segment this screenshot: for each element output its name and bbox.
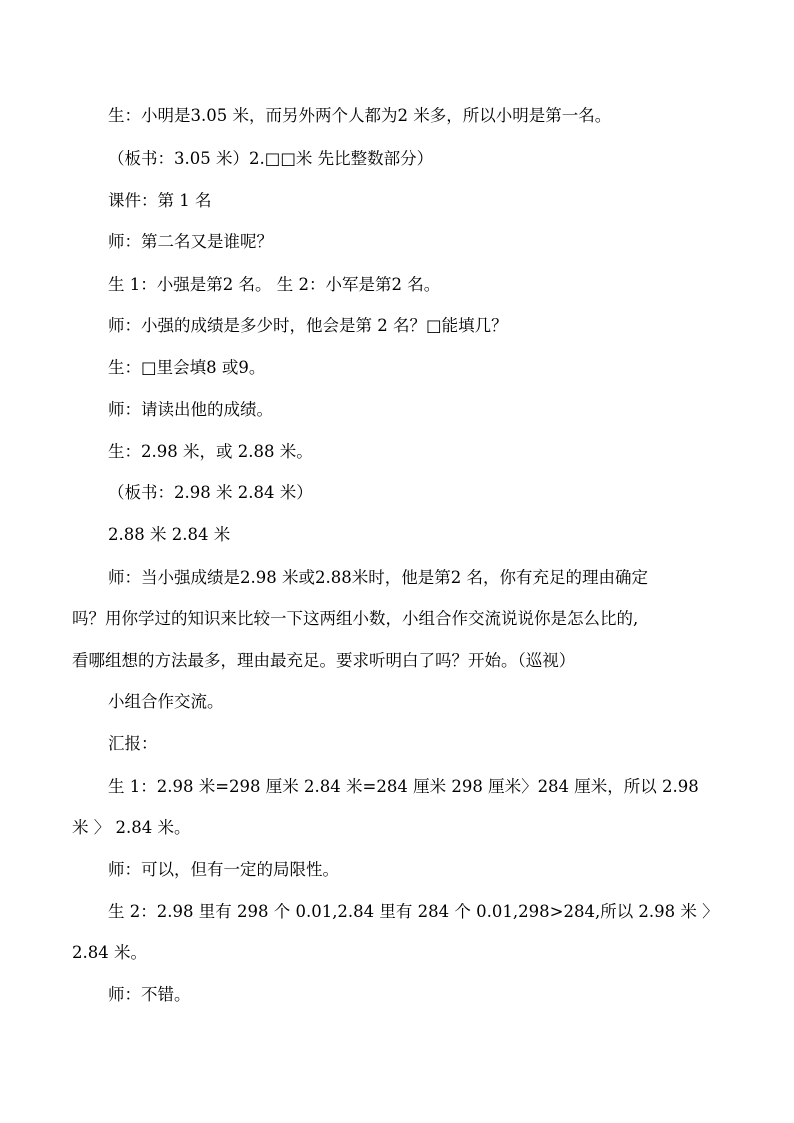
text-line: 小组合作交流。	[108, 692, 224, 711]
text-line: 生 1：小强是第2 名。 生 2：小军是第2 名。	[108, 275, 441, 294]
text-line: 米 〉 2.84 米。	[72, 818, 191, 837]
text-line: 2.88 米 2.84 米	[108, 525, 231, 544]
text-line: 生：□里会填8 或9。	[108, 358, 266, 377]
text-line: 师：小强的成绩是多少时，他会是第 2 名？□能填几？	[108, 316, 508, 335]
text-line: 生 2：2.98 里有 298 个 0.01,2.84 里有 284 个 0.01,298>284,所以 2.98 米 〉	[108, 902, 719, 921]
text-line: 师：第二名又是谁呢？	[108, 232, 273, 251]
text-line: 生 1：2.98 米=298 厘米 2.84 米=284 厘米 298 厘米〉284 厘米，所以 2.98	[108, 777, 699, 796]
text-line: 2.84 米。	[72, 943, 147, 962]
text-line: 吗？用你学过的知识来比较一下这两组小数，小组合作交流说说你是怎么比的,	[72, 609, 639, 628]
text-line: 课件：第 1 名	[108, 191, 212, 210]
text-line: （板书：3.05 米）2.□□米 先比整数部分）	[108, 149, 434, 168]
text-line: 师：不错。	[108, 985, 191, 1004]
text-line: （板书：2.98 米 2.84 米）	[108, 483, 313, 502]
text-line: 汇报：	[108, 734, 158, 753]
text-line: 师：当小强成绩是2.98 米或2.88米时，他是第2 名，你有充足的理由确定	[108, 568, 648, 587]
text-line: 师：可以，但有一定的局限性。	[108, 860, 339, 879]
text-line: 看哪组想的方法最多，理由最充足。要求听明白了吗？开始。（巡视）	[72, 651, 576, 670]
text-line: 生：小明是3.05 米，而另外两个人都为2 米多，所以小明是第一名。	[108, 106, 612, 125]
text-line: 师：请读出他的成绩。	[108, 400, 273, 419]
text-line: 生：2.98 米，或 2.88 米。	[108, 442, 313, 461]
